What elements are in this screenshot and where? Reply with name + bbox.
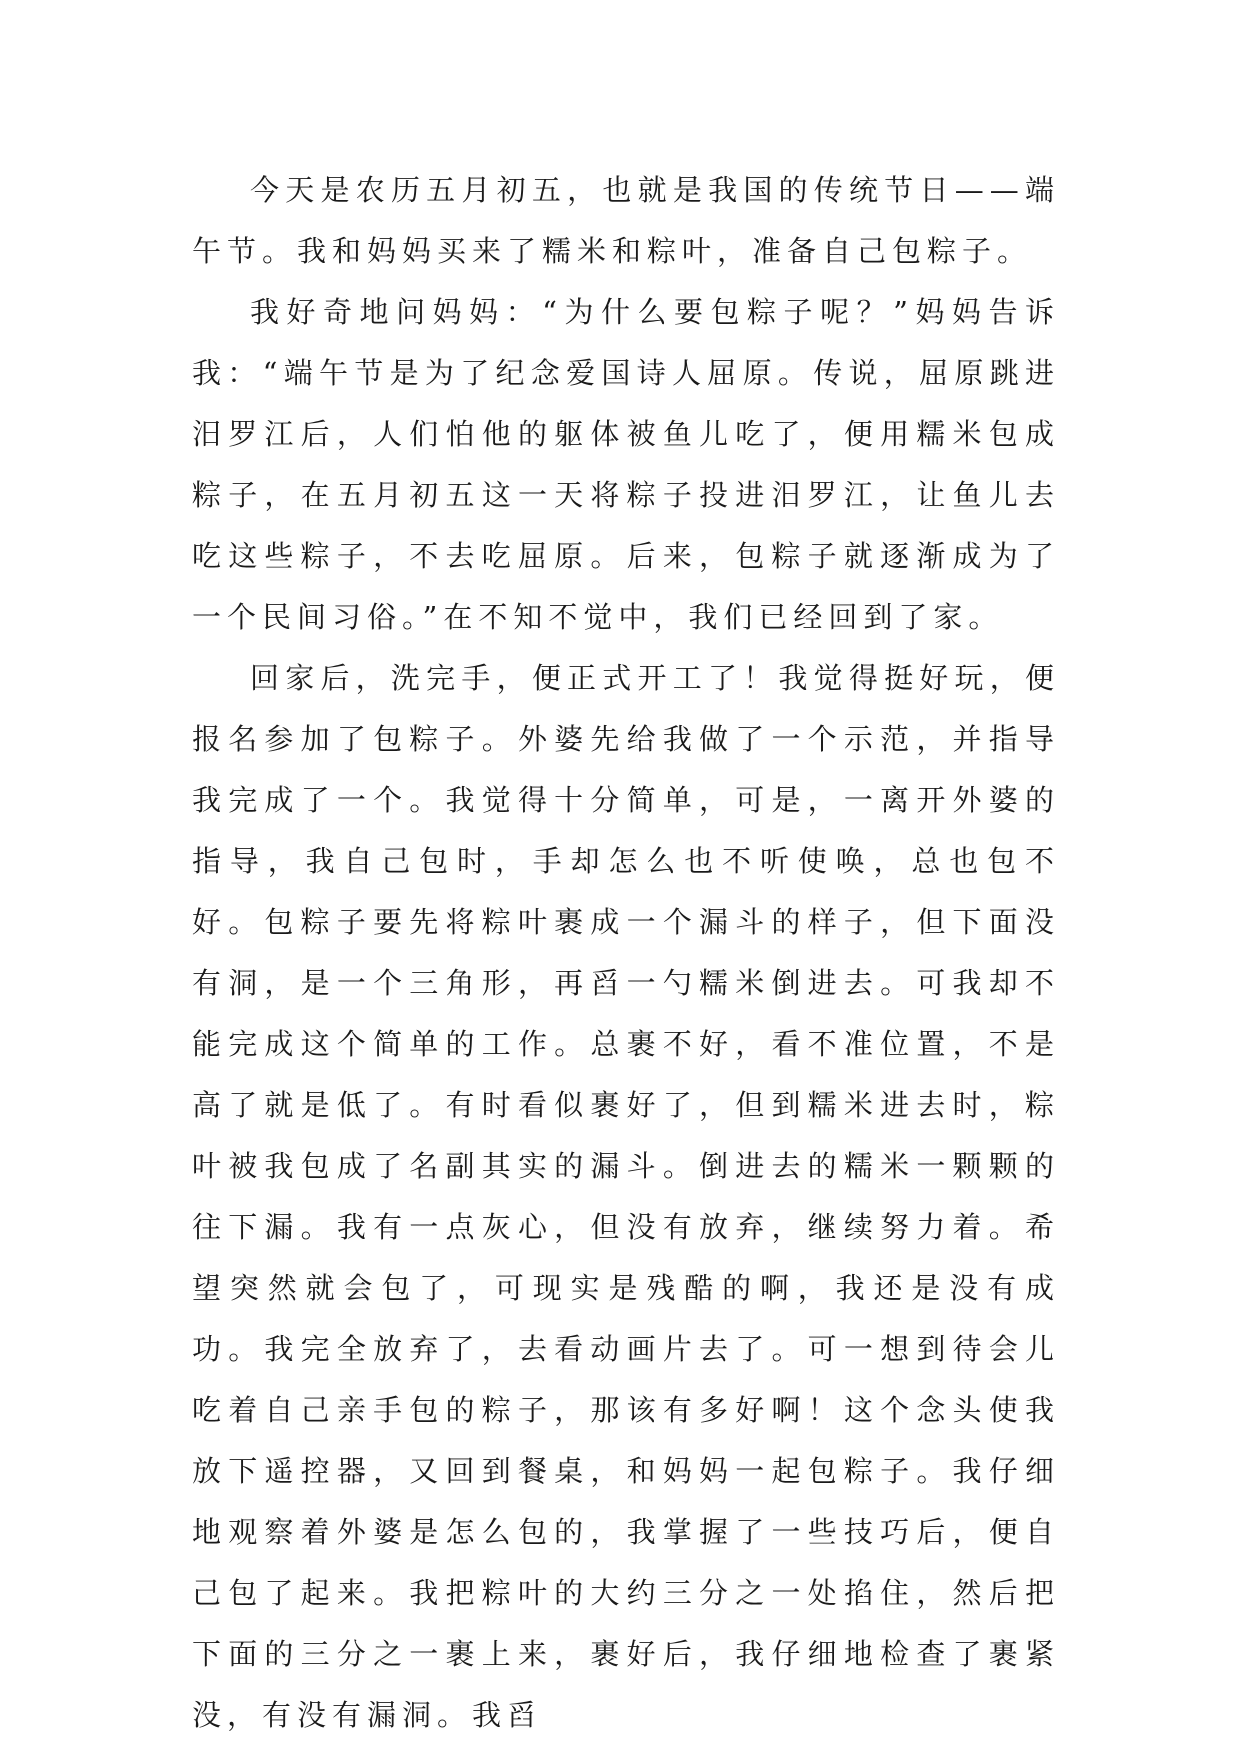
paragraph-dragon-boat-festival: 今天是农历五月初五，也就是我国的传统节日——端午节。我和妈妈买来了糯米和粽叶，准备自己包粽子。 <box>192 173 1060 268</box>
paragraph-making-zongzi: 回家后，洗完手，便正式开工了！我觉得挺好玩，便报名参加了包粽子。外婆先给我做了一个示范，并指导我完成了一个。我觉得十分简单，可是，一离开外婆的指导，我自己包时，手却怎么也不听使唤，总也包不好。包粽子要先将粽叶裹成一个漏斗的样子，但下面没有洞，是一个三角形，再舀一勺糯米倒进去。可我却不能完成这个简单的工作。总裹不好，看不准位置，不是高了就是低了。有时看似裹好了，但到糯米进去时，粽叶被我包成了名副其实的漏斗。倒进去的糯米一颗颗的往下漏。我有一点灰心，但没有放弃，继续努力着。希望突然就会包了，可现实是残酷的啊，我还是没有成功。我完全放弃了，去看动画片去了。可一想到待会儿吃着自己亲手包的粽子，那该有多好啊！这个念头使我放下遥控器，又回到餐桌，和妈妈一起包粽子。我仔细地观察着外婆是怎么包的，我掌握了一些技巧后，便自己包了起来。我把粽叶的大约三分之一处掐住，然后把下面的三分之一裹上来，裹好后，我仔细地检查了裹紧没，有没有漏洞。我舀 <box>192 661 1060 1732</box>
document-body <box>192 160 1060 1746</box>
paragraph-qu-yuan-story: 我好奇地问妈妈：“为什么要包粽子呢？”妈妈告诉我：“端午节是为了纪念爱国诗人屈原。传说，屈原跳进汨罗江后，人们怕他的躯体被鱼儿吃了，便用糯米包成粽子，在五月初五这一天将粽子投进汨罗江，让鱼儿去吃这些粽子，不去吃屈原。后来，包粽子就逐渐成为了一个民间习俗。”在不知不觉中，我们已经回到了家。 <box>192 295 1060 634</box>
